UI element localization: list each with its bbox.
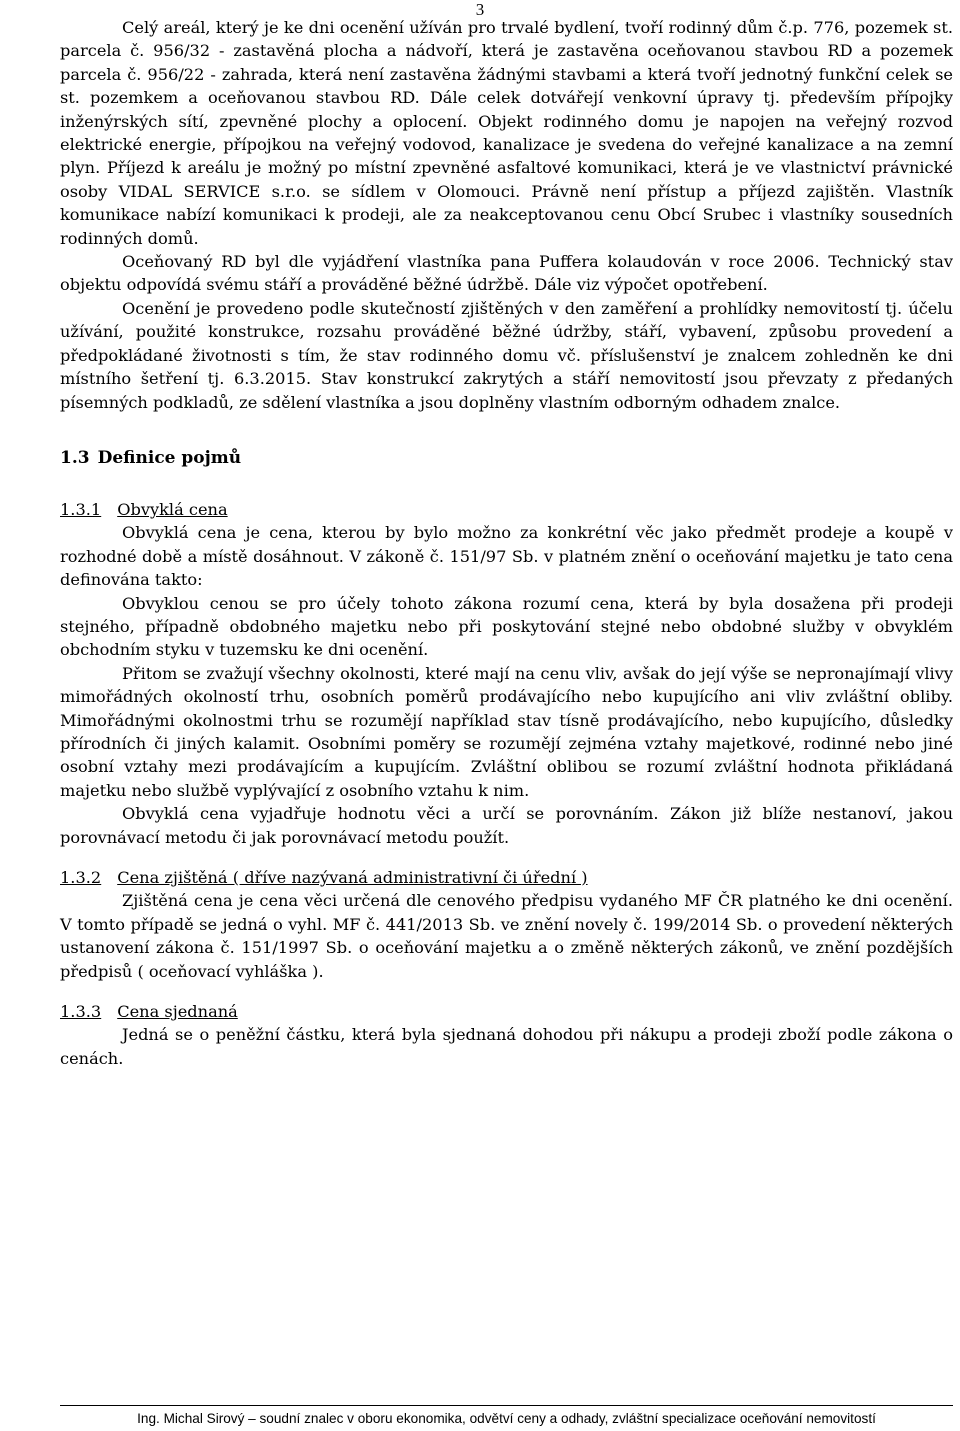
paragraph-technicky-stav: Oceňovaný RD byl dle vyjádření vlastníka pana Puffera kolaudován v roce 2006. Technický stav objektu odpovídá svému stáří a prováděné běžné údržbě. Dále viz výpočet opotřebení. [60,252,953,295]
subsection-title: Obvyklá cena [117,499,228,519]
paragraph-obvykla-definice: Obvyklá cena je cena, kterou by bylo možno za konkrétní věc jako předmět prodeje a koupě v rozhodné době a místě dosáhnout. V zákoně č. 151/97 Sb. v platném znění o oceňování majetku je tato cena definována takto: [60,523,953,590]
paragraph-obvykla-porovnani: Obvyklá cena vyjadřuje hodnotu věci a určí se porovnáním. Zákon již blíže nestanoví, jakou porovnávací metodu či jak porovnávací metodu použít. [60,804,953,847]
subsection-heading-cena-sjednana [60,1000,953,1023]
subsection-number: 1.3.2 [60,868,102,887]
subsection-heading-obvykla-cena [60,498,953,521]
subsection-number: 1.3.1 [60,499,102,519]
paragraph-oceneni: Ocenění je provedeno podle skutečností zjištěných v den zaměření a prohlídky nemovitostí tj. účelu užívání, použité konstrukce, rozsahu prováděné běžné údržby, stáří, vybavení, způsobu provedení a předpokládané životnosti s tím, že stav rodinného domu vč. příslušenství je znalcem zohledněn ke dni místního šetření tj. 6.3.2015. Stav konstrukcí zakrytých a stáří nemovitostí jsou převzaty z předaných písemných podkladů, ze sdělení vlastníka a jsou doplněny vlastním odborným odhadem znalce. [60,298,953,412]
paragraph-obvykla-okolnosti: Přitom se zvažují všechny okolnosti, které mají na cenu vliv, avšak do její výše se nepronajímají vlivy mimořádných okolností trhu, osobních poměrů prodávajícího nebo kupujícího ani vliv zvláštní obliby. Mimořádnými okolnostmi trhu se rozumějí například stav tísně prodávajícího, nebo kupujícího, důsledky přírodních či jiných kalamit. Osobními poměry se rozumějí zejména vztahy majetkové, rodinné nebo jiné osobní vztahy mezi prodávajícím a kupujícím. Zvláštní oblibou se rozumí zvláštní hodnota přikládaná majetku nebo službě vyplývající z osobního vztahu k nim. [60,663,953,800]
footer-divider [60,1405,953,1406]
page-number: 3 [475,0,485,19]
section-title: Definice pojmů [97,447,242,468]
paragraph-cena-zjistena: Zjištěná cena je cena věci určená dle cenového předpisu vydaného MF ČR platného ke dni ocenění. V tomto případě se jedná o vyhl. MF č. 441/2013 Sb. ve znění novely č. 199/2014 Sb. o provedení některých ustanovení zákona č. 151/1997 Sb. o oceňování majetku a o změně některých zákonů, ve znění pozdějších předpisů ( oceňovací vyhláška ). [60,891,953,981]
subsection-title: Cena zjištěná ( dříve nazývaná administrativní či úřední ) [117,868,588,887]
document-body [60,16,953,1070]
subsection-title: Cena sjednaná [117,1002,238,1022]
section-number: 1.3 [60,447,90,468]
paragraph-cena-sjednana: Jedná se o peněžní částku, která byla sjednaná dohodou při nákupu a prodeji zboží podle zákona o cenách. [60,1025,953,1068]
paragraph-areal: Celý areál, který je ke dni ocenění užíván pro trvalé bydlení, tvoří rodinný dům č.p. 776, pozemek st. parcela č. 956/32 - zastavěná plocha a nádvoří, která je zastavěna oceňovanou stavbou RD a pozemek parcela č. 956/22 - zahrada, která není zastavěna žádnými stavbami a která tvoří jednotný funkční celek se st. pozemkem a oceňovanou stavbou RD. Dále celek dotvářejí venkovní úpravy tj. především přípojky inženýrských sítí, zpevněné plochy a oplocení. Objekt rodinného domu je napojen na veřejný rozvod elektrické energie, přípojkou na veřejný vodovod, kanalizace je svedena do veřejné kanalizace a na zemní plyn. Příjezd k areálu je možný po místní zpevněné asfaltové komunikaci, která je ve vlastnictví právnické osoby VIDAL SERVICE s.r.o. se sídlem v Olomouci. Právně není přístup a příjezd zajištěn. Vlastník komunikace nabízí komunikaci k prodeji, ale za neakceptovanou cenu Obcí Srubec i vlastníky sousedních rodinných domů. [60,18,953,248]
section-heading [60,446,953,470]
subsection-heading-cena-zjistena [60,866,953,889]
subsection-number: 1.3.3 [60,1002,102,1022]
paragraph-obvykla-zakon: Obvyklou cenou se pro účely tohoto zákona rozumí cena, která by byla dosažena při prodeji stejného, případně obdobného majetku nebo při poskytování stejné nebo obdobné služby v obvyklém obchodním styku v tuzemsku ke dni ocenění. [60,593,953,660]
page-footer: Ing. Michal Sirový – soudní znalec v oboru ekonomika, odvětví ceny a odhady, zvláštní specializace oceňování nemovitostí [137,1411,876,1426]
